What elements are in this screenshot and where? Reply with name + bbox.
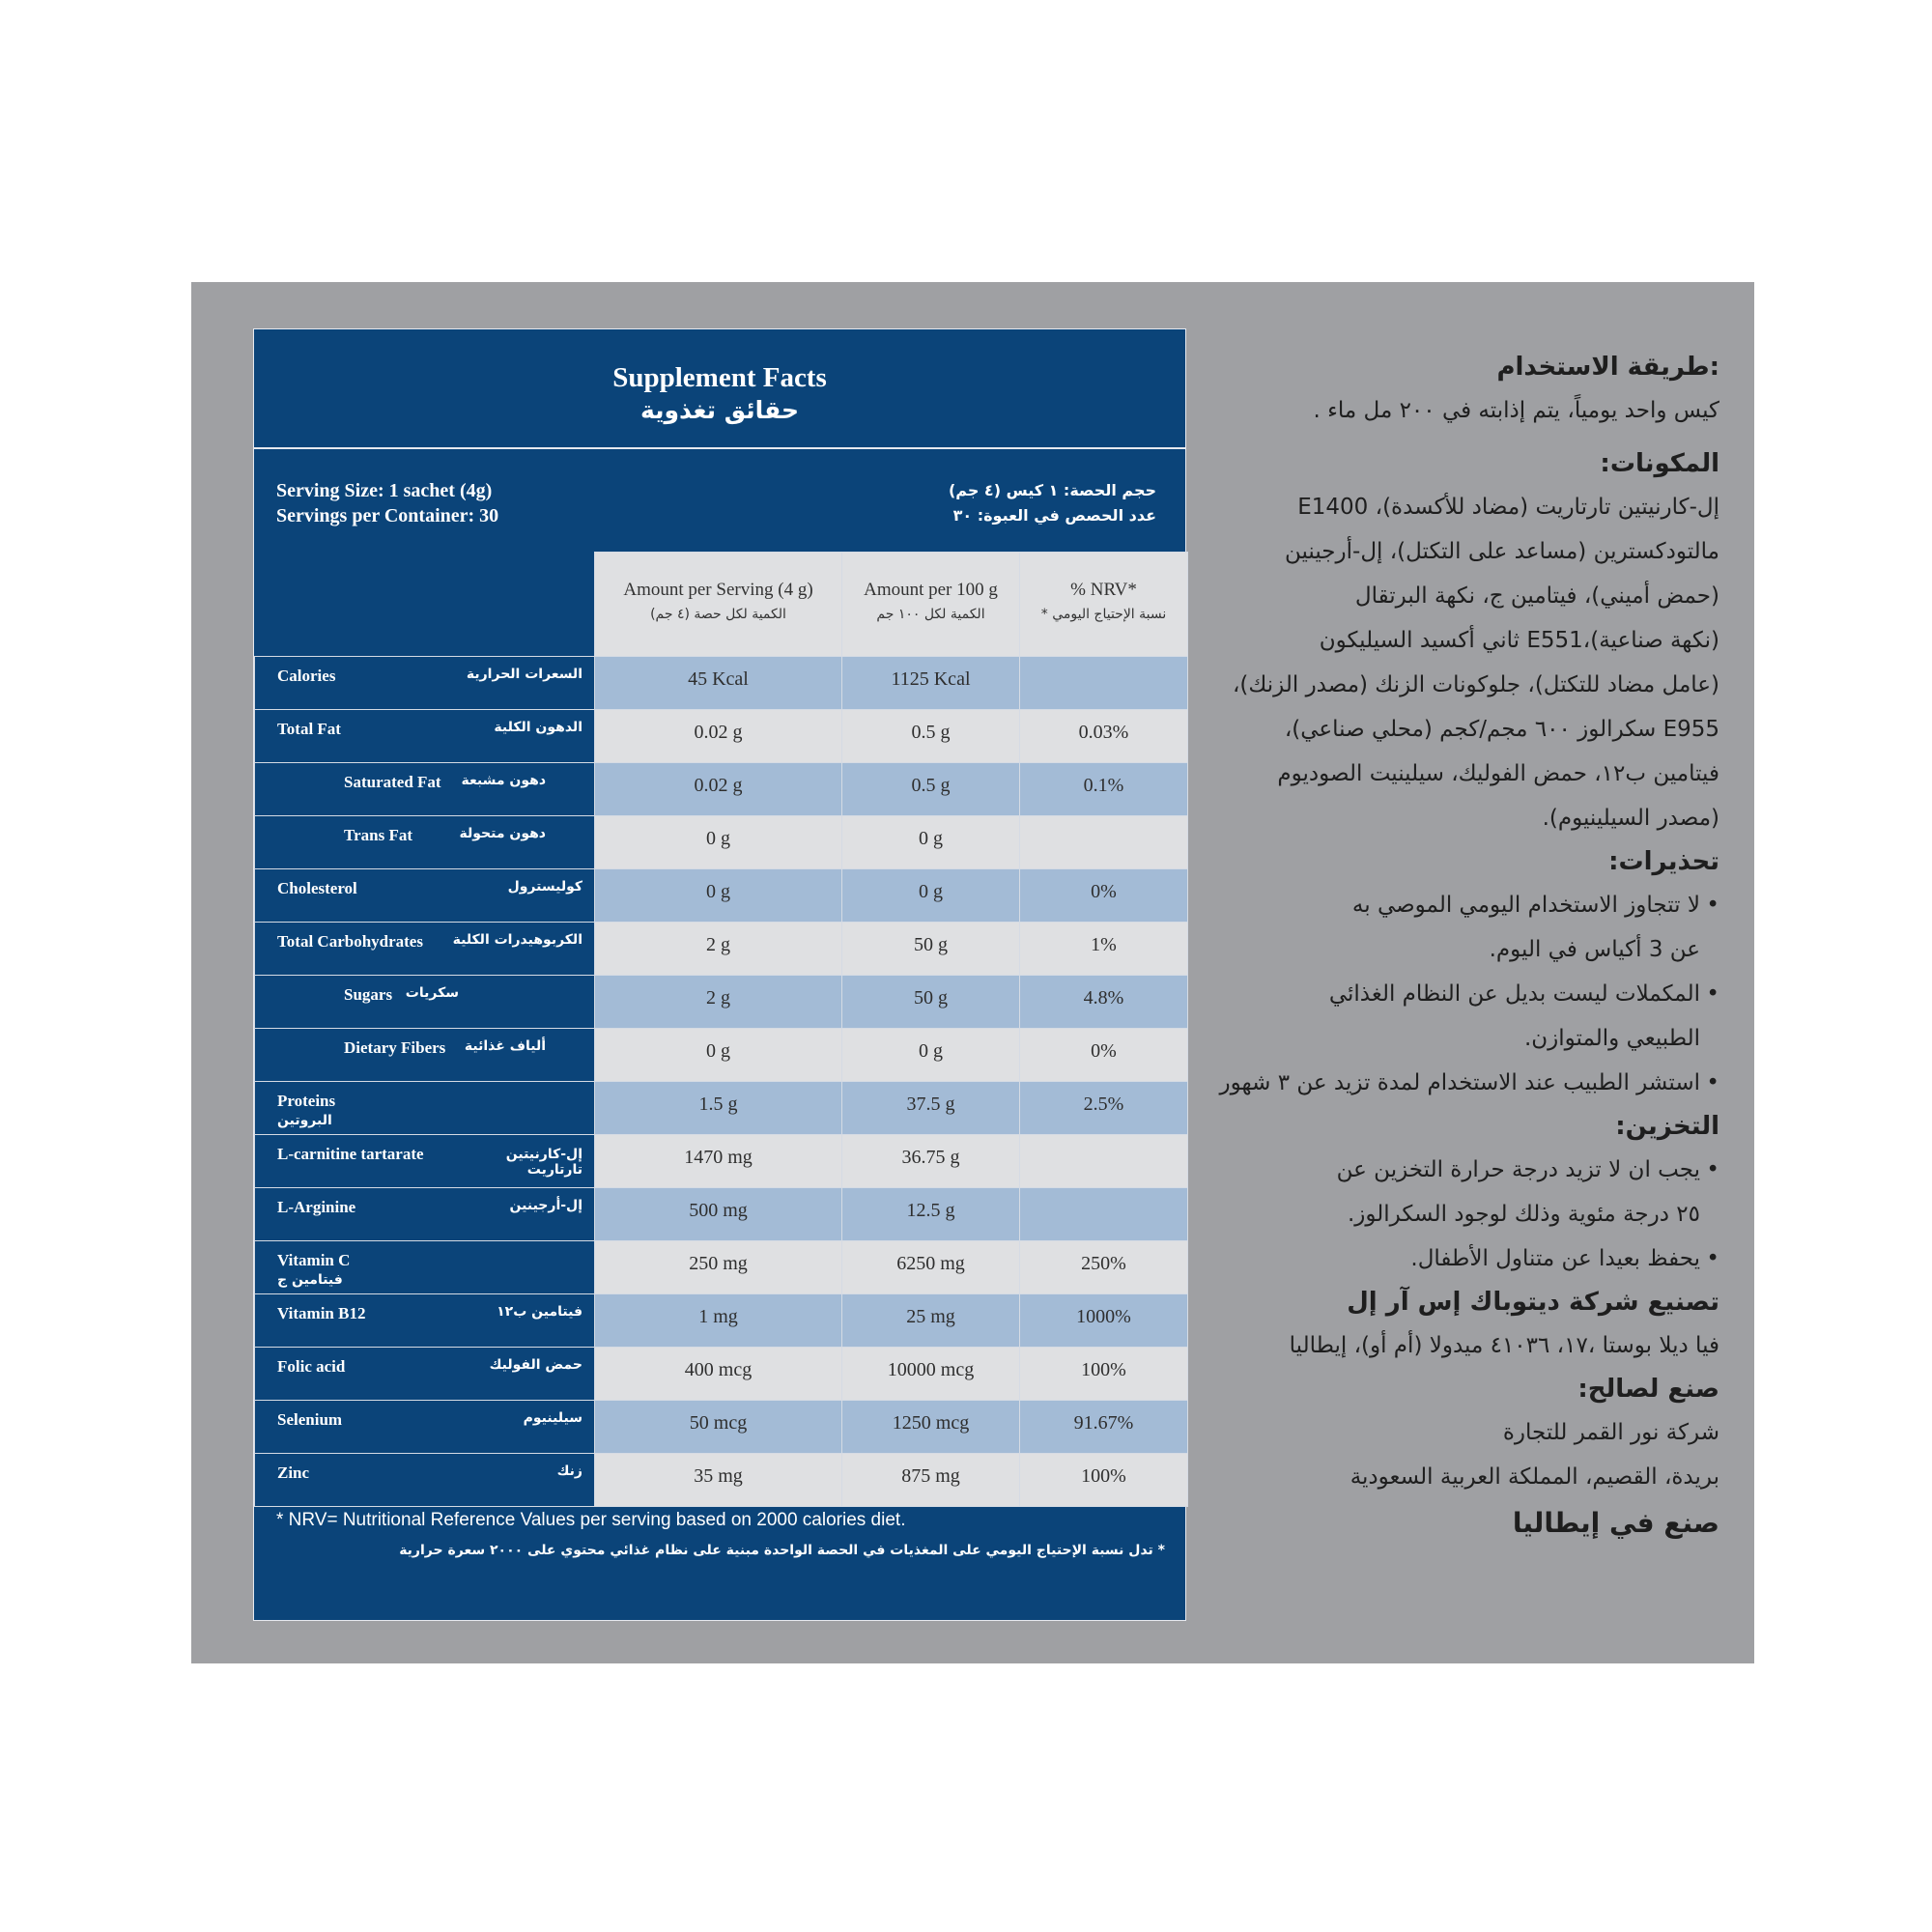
table-row (255, 923, 1188, 976)
serving-size-ar: حجم الحصة: ١ كيس (٤ جم) (948, 481, 1156, 499)
row-label-ar: فيتامين ج (277, 1272, 343, 1288)
cell-serving: 0 g (595, 869, 842, 923)
cell-per100: 0 g (842, 1029, 1020, 1082)
facts-title-en: Supplement Facts (612, 362, 827, 393)
warning-item (1208, 883, 1719, 927)
cell-nrv: 250% (1020, 1241, 1188, 1294)
table-row (255, 710, 1188, 763)
cell-nrv: 100% (1020, 1454, 1188, 1507)
cell-per100: 12.5 g (842, 1188, 1020, 1241)
ingredients-line: فيتامين ب١٢، حمض الفوليك، سيلينيت الصوديوم (1277, 761, 1719, 786)
manufacturer-address: فيا ديلا بوستا ،١٧، ٤١٠٣٦ ميدولا (أم أو)، إيطاليا (1289, 1333, 1719, 1358)
cell-nrv: 0% (1020, 1029, 1188, 1082)
table-row (255, 1454, 1188, 1507)
table-row (255, 1294, 1188, 1348)
cell-nrv: 2.5% (1020, 1082, 1188, 1135)
col-header-serving-en: Amount per Serving (4 g) (623, 580, 813, 600)
col-header-nrv (1020, 553, 1188, 657)
row-label-en: Sugars (344, 985, 393, 1004)
row-label-en: Selenium (277, 1410, 343, 1429)
spacer (1208, 433, 1719, 442)
cell-serving: 35 mg (595, 1454, 842, 1507)
nrv-footnote (276, 1510, 1165, 1558)
cell-nrv (1020, 816, 1188, 869)
serving-info-ar (949, 478, 1156, 528)
row-label-en: L-carnitine tartarate (277, 1145, 424, 1163)
warning-item-cont: الطبيعي والمتوازن. (1523, 1026, 1700, 1051)
row-label-en: Vitamin B12 (277, 1304, 366, 1322)
cell-serving: 45 Kcal (595, 657, 842, 710)
cell-nrv (1020, 657, 1188, 710)
row-label-en: Total Fat (277, 720, 341, 738)
warning-text: لا تتجاوز الاستخدام اليومي الموصي به (1351, 893, 1700, 918)
table-row (255, 869, 1188, 923)
table-row (255, 1188, 1188, 1241)
row-label-ar: الكربوهيدرات الكلية (452, 932, 582, 948)
row-label (255, 869, 595, 923)
storage-item (1208, 1236, 1719, 1281)
warning-item (1208, 1061, 1719, 1105)
row-label-ar: السعرات الحرارية (466, 667, 582, 682)
table-row (255, 1401, 1188, 1454)
cell-nrv: 100% (1020, 1348, 1188, 1401)
header-blank-cell (255, 553, 595, 657)
ingredients-line: (مصدر السيلينيوم). (1542, 806, 1719, 831)
row-label-ar: سيلينيوم (523, 1410, 582, 1426)
warnings-heading: تحذيرات: (1608, 847, 1719, 876)
cell-serving: 400 mcg (595, 1348, 842, 1401)
row-label-ar: ألياف غذائية (464, 1038, 546, 1054)
manufacturer-heading: تصنيع شركة ديتوباك إس آر إل (1347, 1288, 1719, 1317)
row-label-en: Dietary Fibers (344, 1038, 446, 1057)
row-label (255, 1401, 595, 1454)
storage-item (1208, 1148, 1719, 1192)
cell-nrv: 0.1% (1020, 763, 1188, 816)
cell-per100: 6250 mg (842, 1241, 1020, 1294)
cell-per100: 0 g (842, 816, 1020, 869)
cell-serving: 2 g (595, 923, 842, 976)
usage-heading: :طريقة الاستخدام (1496, 353, 1719, 382)
col-header-nrv-en: % NRV* (1070, 580, 1137, 600)
cell-serving: 1470 mg (595, 1135, 842, 1188)
ingredients-line: (نكهة صناعية)،E551 ثاني أكسيد السيليكون (1319, 628, 1719, 653)
row-label-ar: إل-أرجينين (509, 1198, 582, 1213)
row-label-en: Trans Fat (344, 826, 412, 844)
row-label-en: Saturated Fat (344, 773, 441, 791)
cell-serving: 0 g (595, 1029, 842, 1082)
row-label-en: Zinc (277, 1463, 310, 1482)
cell-per100: 0 g (842, 869, 1020, 923)
col-header-per100-ar: الكمية لكل ١٠٠ جم (876, 607, 985, 622)
warning-text: استشر الطبيب عند الاستخدام لمدة تزيد عن ٣ شهور (1219, 1070, 1700, 1095)
bullet-icon: • (1706, 1070, 1719, 1095)
cell-serving: 0.02 g (595, 763, 842, 816)
made-for-heading: صنع لصالح: (1577, 1375, 1719, 1404)
ingredients-line: E955 سكرالوز ٦٠٠ مجم/كجم (محلي صناعي)، (1284, 717, 1719, 742)
made-for-location: بريدة، القصيم، المملكة العربية السعودية (1350, 1464, 1719, 1490)
row-label (255, 657, 595, 710)
row-label (255, 1188, 595, 1241)
row-label (255, 1029, 595, 1082)
nutrient-grid (254, 552, 1188, 1507)
col-header-serving (595, 553, 842, 657)
bullet-icon: • (1706, 1246, 1719, 1271)
ingredients-heading: المكونات: (1600, 449, 1719, 478)
cell-serving: 1 mg (595, 1294, 842, 1348)
cell-nrv: 4.8% (1020, 976, 1188, 1029)
cell-per100: 1250 mcg (842, 1401, 1020, 1454)
cell-per100: 37.5 g (842, 1082, 1020, 1135)
row-label-ar: دهون متحولة (459, 826, 546, 841)
warning-item-cont: عن 3 أكياس في اليوم. (1489, 937, 1700, 962)
serving-info-en (276, 478, 498, 528)
cell-serving: 0 g (595, 816, 842, 869)
cell-per100: 36.75 g (842, 1135, 1020, 1188)
storage-item-cont: ٢٥ درجة مئوية وذلك لوجود السكرالوز. (1347, 1202, 1700, 1227)
ingredients-line: مالتودكسترين (مساعد على التكتل)، إل-أرجينين (1284, 539, 1719, 564)
storage-text: يحفظ بعيدا عن متناول الأطفال. (1410, 1246, 1700, 1271)
row-label-en: L-Arginine (277, 1198, 356, 1216)
ingredients-line: إل-كارنيتين تارتاريت (مضاد للأكسدة)، E1400 (1297, 495, 1719, 520)
serving-info (254, 449, 1185, 552)
row-label (255, 1454, 595, 1507)
storage-heading: التخزين: (1615, 1112, 1719, 1141)
table-row (255, 976, 1188, 1029)
table-row (255, 763, 1188, 816)
table-row (255, 1082, 1188, 1135)
table-row (255, 1348, 1188, 1401)
row-label (255, 710, 595, 763)
bullet-icon: • (1706, 981, 1719, 1007)
row-label-en: Vitamin C (277, 1251, 351, 1269)
cell-nrv: 0.03% (1020, 710, 1188, 763)
row-label-ar: الدهون الكلية (494, 720, 582, 735)
cell-per100: 10000 mcg (842, 1348, 1020, 1401)
table-row (255, 657, 1188, 710)
cell-serving: 1.5 g (595, 1082, 842, 1135)
column-header-row (255, 553, 1188, 657)
cell-per100: 50 g (842, 923, 1020, 976)
made-for-company: شركة نور القمر للتجارة (1502, 1420, 1719, 1445)
serving-size-en: Serving Size: 1 sachet (4g) (276, 480, 493, 501)
row-label-en: Folic acid (277, 1357, 346, 1376)
row-label-ar: سكريات (405, 985, 459, 1001)
table-row (255, 1029, 1188, 1082)
storage-text: يجب ان لا تزيد درجة حرارة التخزين عن (1336, 1157, 1700, 1182)
bullet-icon: • (1706, 1157, 1719, 1182)
footnote-ar: * تدل نسبة الإحتياج اليومي على المغذيات في الحصة الواحدة مبنية على نظام غذائي محتوي على ٢٠٠٠ سعرة حرارية (399, 1543, 1165, 1558)
usage-text: كيس واحد يومياً، يتم إذابته في ٢٠٠ مل ماء . (1313, 398, 1719, 423)
cell-per100: 0.5 g (842, 710, 1020, 763)
row-label (255, 763, 595, 816)
row-label (255, 976, 595, 1029)
cell-serving: 250 mg (595, 1241, 842, 1294)
bullet-icon: • (1706, 893, 1719, 918)
product-info-column (1208, 346, 1719, 1548)
cell-nrv (1020, 1135, 1188, 1188)
row-label-en: Calories (277, 667, 336, 685)
cell-serving: 500 mg (595, 1188, 842, 1241)
row-label-en: Total Carbohydrates (277, 932, 423, 951)
row-label-ar: فيتامين ب١٢ (497, 1304, 582, 1320)
row-label-ar: البروتين (277, 1113, 332, 1128)
warning-item (1208, 972, 1719, 1016)
row-label-en: Cholesterol (277, 879, 357, 897)
cell-serving: 0.02 g (595, 710, 842, 763)
table-row (255, 1135, 1188, 1188)
row-label-en: Proteins (277, 1092, 336, 1110)
row-label (255, 816, 595, 869)
servings-per-container-en: Servings per Container: 30 (276, 505, 499, 526)
cell-nrv: 0% (1020, 869, 1188, 923)
row-label (255, 1082, 595, 1135)
made-in: صنع في إيطاليا (1512, 1507, 1719, 1539)
col-header-per100-en: Amount per 100 g (864, 580, 998, 600)
row-label (255, 1348, 595, 1401)
cell-per100: 0.5 g (842, 763, 1020, 816)
ingredients-line: (حمض أميني)، فيتامين ج، نكهة البرتقال (1354, 583, 1719, 609)
row-label (255, 1294, 595, 1348)
row-label (255, 1135, 595, 1188)
servings-per-container-ar: عدد الحصص في العبوة: ٣٠ (952, 506, 1156, 525)
row-label-ar: زنك (556, 1463, 582, 1479)
cell-nrv: 91.67% (1020, 1401, 1188, 1454)
row-label (255, 923, 595, 976)
facts-title-ar: حقائق تغذوية (639, 396, 800, 424)
cell-per100: 875 mg (842, 1454, 1020, 1507)
row-label-ar: دهون مشبعة (461, 773, 546, 788)
row-label-ar: حمض الفوليك (489, 1357, 582, 1373)
footnote-en: * NRV= Nutritional Reference Values per serving based on 2000 calories diet. (276, 1510, 906, 1530)
cell-nrv: 1000% (1020, 1294, 1188, 1348)
row-label-ar: إل-كارنيتين تارتاريت (505, 1147, 582, 1178)
table-row (255, 816, 1188, 869)
cell-nrv (1020, 1188, 1188, 1241)
table-row (255, 1241, 1188, 1294)
cell-per100: 25 mg (842, 1294, 1020, 1348)
cell-per100: 50 g (842, 976, 1020, 1029)
cell-nrv: 1% (1020, 923, 1188, 976)
ingredients-line: (عامل مضاد للتكتل)، جلوكونات الزنك (مصدر الزنك)، (1232, 672, 1719, 697)
warning-text: المكملات ليست بديل عن النظام الغذائي (1328, 981, 1700, 1007)
col-header-nrv-ar: * نسبة الإحتياج اليومي (1040, 607, 1167, 622)
col-header-serving-ar: الكمية لكل حصة (٤ جم) (650, 607, 786, 622)
facts-header (254, 329, 1185, 449)
cell-per100: 1125 Kcal (842, 657, 1020, 710)
col-header-per100 (842, 553, 1020, 657)
supplement-facts-table (253, 328, 1186, 1621)
cell-serving: 2 g (595, 976, 842, 1029)
cell-serving: 50 mcg (595, 1401, 842, 1454)
row-label-ar: كوليسترول (507, 879, 582, 895)
row-label (255, 1241, 595, 1294)
